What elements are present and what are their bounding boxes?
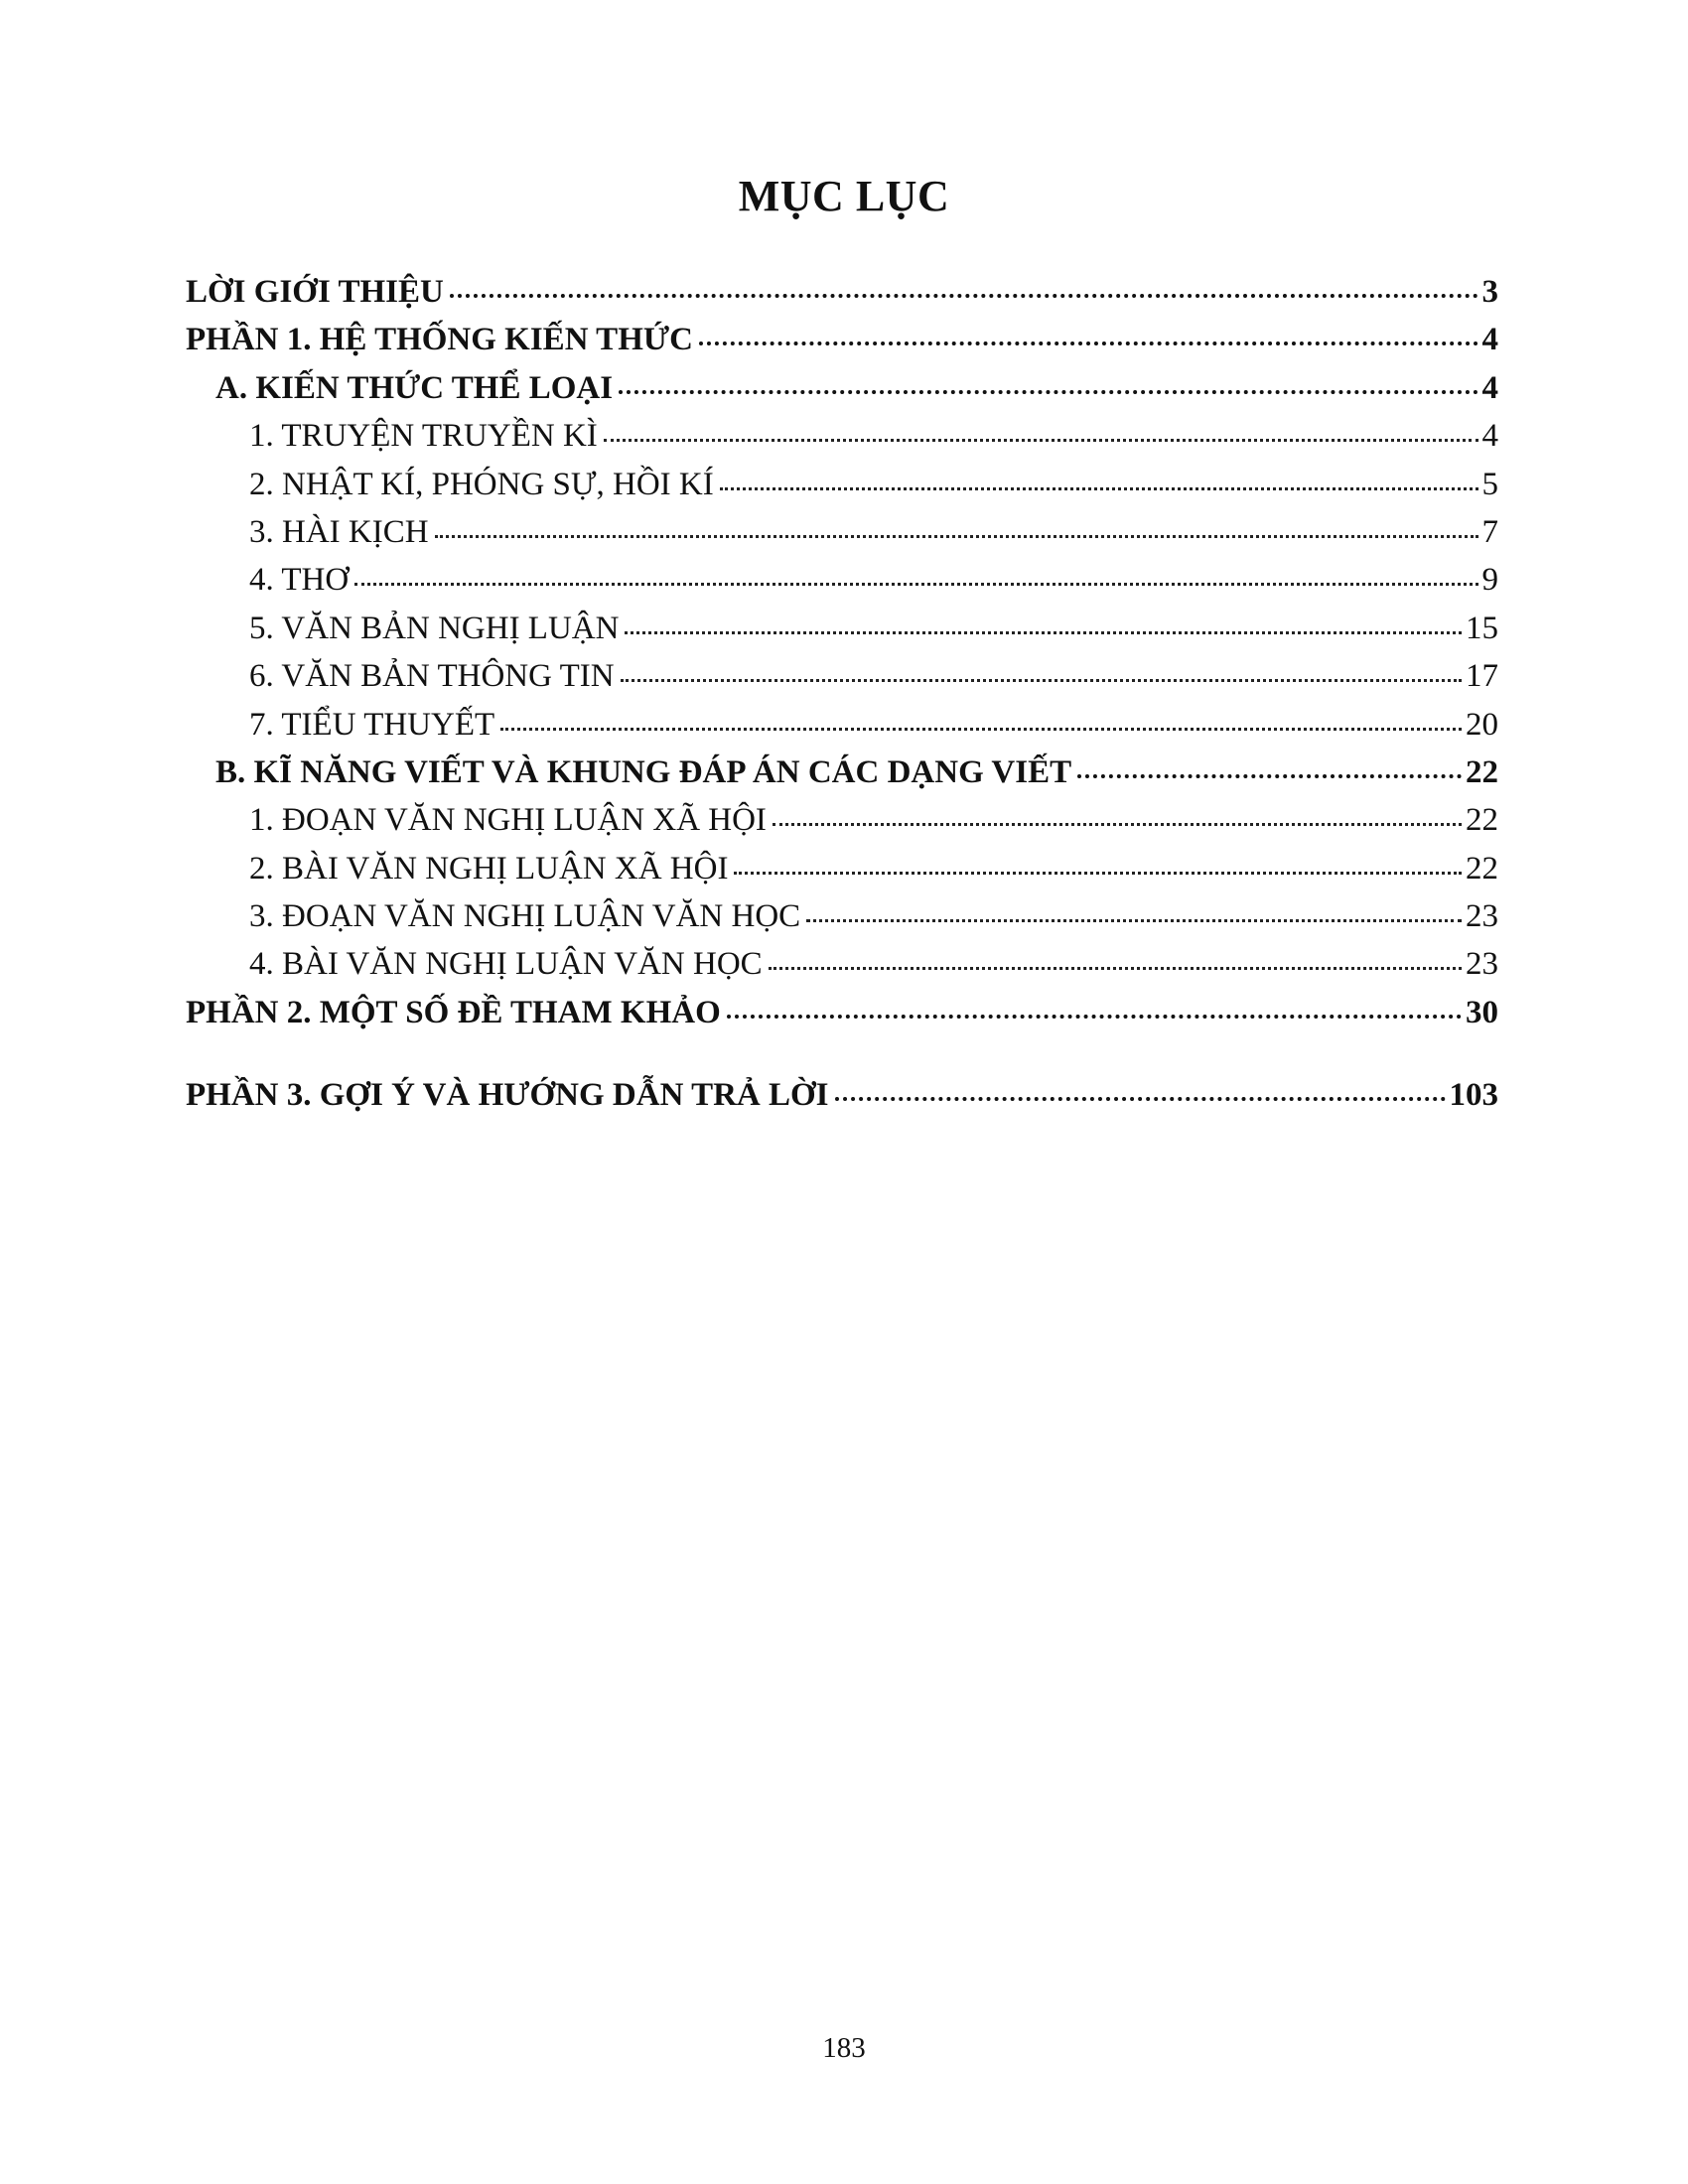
toc-dot-leader	[354, 560, 1477, 590]
page-number: 183	[822, 2032, 866, 2064]
toc-entry-phan-1[interactable]	[186, 316, 1498, 363]
toc-dot-leader	[769, 944, 1462, 974]
toc-entry-a-2[interactable]	[186, 461, 1498, 508]
toc-entry-label: 2. NHẬT KÍ, PHÓNG SỰ, HỒI KÍ	[249, 466, 714, 502]
toc-dot-leader	[699, 320, 1478, 349]
toc-entry-label: A. KIẾN THỨC THỂ LOẠI	[215, 369, 614, 406]
toc-entry-label: PHẦN 1. HỆ THỐNG KIẾN THỨC	[186, 322, 693, 358]
toc-entry-page: 5	[1481, 466, 1498, 502]
toc-dot-leader	[734, 849, 1462, 879]
toc-dot-leader	[835, 1075, 1446, 1105]
toc-entry-page: 7	[1481, 513, 1498, 550]
toc-entry-a-1[interactable]	[186, 412, 1498, 460]
toc-entry-b-3[interactable]	[186, 892, 1498, 940]
toc-entry-label: 2. BÀI VĂN NGHỊ LUẬN XÃ HỘI	[249, 850, 729, 887]
toc-dot-leader	[621, 656, 1462, 686]
toc-entry-label: 3. ĐOẠN VĂN NGHỊ LUẬN VĂN HỌC	[249, 898, 801, 935]
toc-dot-leader	[1077, 752, 1462, 782]
toc-entry-loi-gioi-thieu[interactable]	[186, 268, 1498, 316]
toc-entry-page: 17	[1466, 658, 1498, 695]
toc-entry-label: 1. TRUYỆN TRUYỀN KÌ	[249, 418, 598, 455]
toc-entry-label: B. KĨ NĂNG VIẾT VÀ KHUNG ĐÁP ÁN CÁC DẠNG VIẾT	[215, 753, 1072, 790]
toc-entry-label: 7. TIỂU THUYẾT	[249, 706, 495, 743]
toc-entry-page: 4	[1481, 418, 1498, 455]
toc-entry-b-4[interactable]	[186, 940, 1498, 988]
toc-entry-a-4[interactable]	[186, 556, 1498, 604]
toc-dot-leader	[625, 609, 1462, 638]
toc-entry-label: 5. VĂN BẢN NGHỊ LUẬN	[249, 610, 620, 646]
toc-entry-label: 6. VĂN BẢN THÔNG TIN	[249, 658, 615, 695]
toc-entry-page: 20	[1466, 706, 1498, 743]
toc-entry-phan-3[interactable]	[186, 1071, 1498, 1119]
toc-entry-page: 9	[1481, 562, 1498, 599]
toc-entry-label: 4. THƠ	[249, 562, 350, 599]
toc-entry-phan-2[interactable]	[186, 989, 1498, 1036]
toc-entry-page: 15	[1466, 610, 1498, 646]
toc-entry-page: 22	[1466, 753, 1498, 790]
toc-entry-page: 23	[1466, 898, 1498, 935]
toc-entry-section-b[interactable]	[186, 749, 1498, 796]
toc-entry-a-3[interactable]	[186, 508, 1498, 556]
toc-entry-page: 103	[1449, 1077, 1498, 1114]
toc-entry-label: 3. HÀI KỊCH	[249, 513, 429, 550]
table-of-contents	[186, 268, 1498, 1120]
toc-entry-page: 4	[1481, 369, 1498, 406]
toc-dot-leader	[619, 368, 1477, 398]
toc-entry-label: 4. BÀI VĂN NGHỊ LUẬN VĂN HỌC	[249, 946, 763, 983]
toc-dot-leader	[500, 705, 1462, 735]
toc-dot-leader	[450, 272, 1478, 302]
toc-entry-b-2[interactable]	[186, 845, 1498, 892]
toc-entry-section-a[interactable]	[186, 364, 1498, 412]
page-title: MỤC LỤC	[738, 172, 950, 220]
toc-entry-a-7[interactable]	[186, 701, 1498, 749]
toc-entry-label: PHẦN 2. MỘT SỐ ĐỀ THAM KHẢO	[186, 994, 721, 1030]
toc-dot-leader	[806, 896, 1462, 926]
toc-entry-page: 22	[1466, 850, 1498, 887]
toc-entry-page: 22	[1466, 802, 1498, 839]
toc-entry-b-1[interactable]	[186, 796, 1498, 844]
toc-dot-leader	[727, 993, 1462, 1023]
toc-entry-label: 1. ĐOẠN VĂN NGHỊ LUẬN XÃ HỘI	[249, 802, 767, 839]
toc-entry-page: 30	[1466, 994, 1498, 1030]
toc-entry-page: 4	[1481, 322, 1498, 358]
toc-entry-label: PHẦN 3. GỢI Ý VÀ HƯỚNG DẪN TRẢ LỜI	[186, 1077, 829, 1114]
toc-entry-page: 23	[1466, 946, 1498, 983]
toc-entry-a-5[interactable]	[186, 605, 1498, 652]
toc-dot-leader	[604, 416, 1478, 446]
toc-dot-leader	[435, 512, 1478, 542]
toc-entry-a-6[interactable]	[186, 652, 1498, 700]
toc-dot-leader	[773, 800, 1462, 830]
toc-dot-leader	[720, 465, 1478, 494]
toc-entry-page: 3	[1481, 274, 1498, 310]
toc-entry-label: LỜI GIỚI THIỆU	[186, 274, 444, 310]
